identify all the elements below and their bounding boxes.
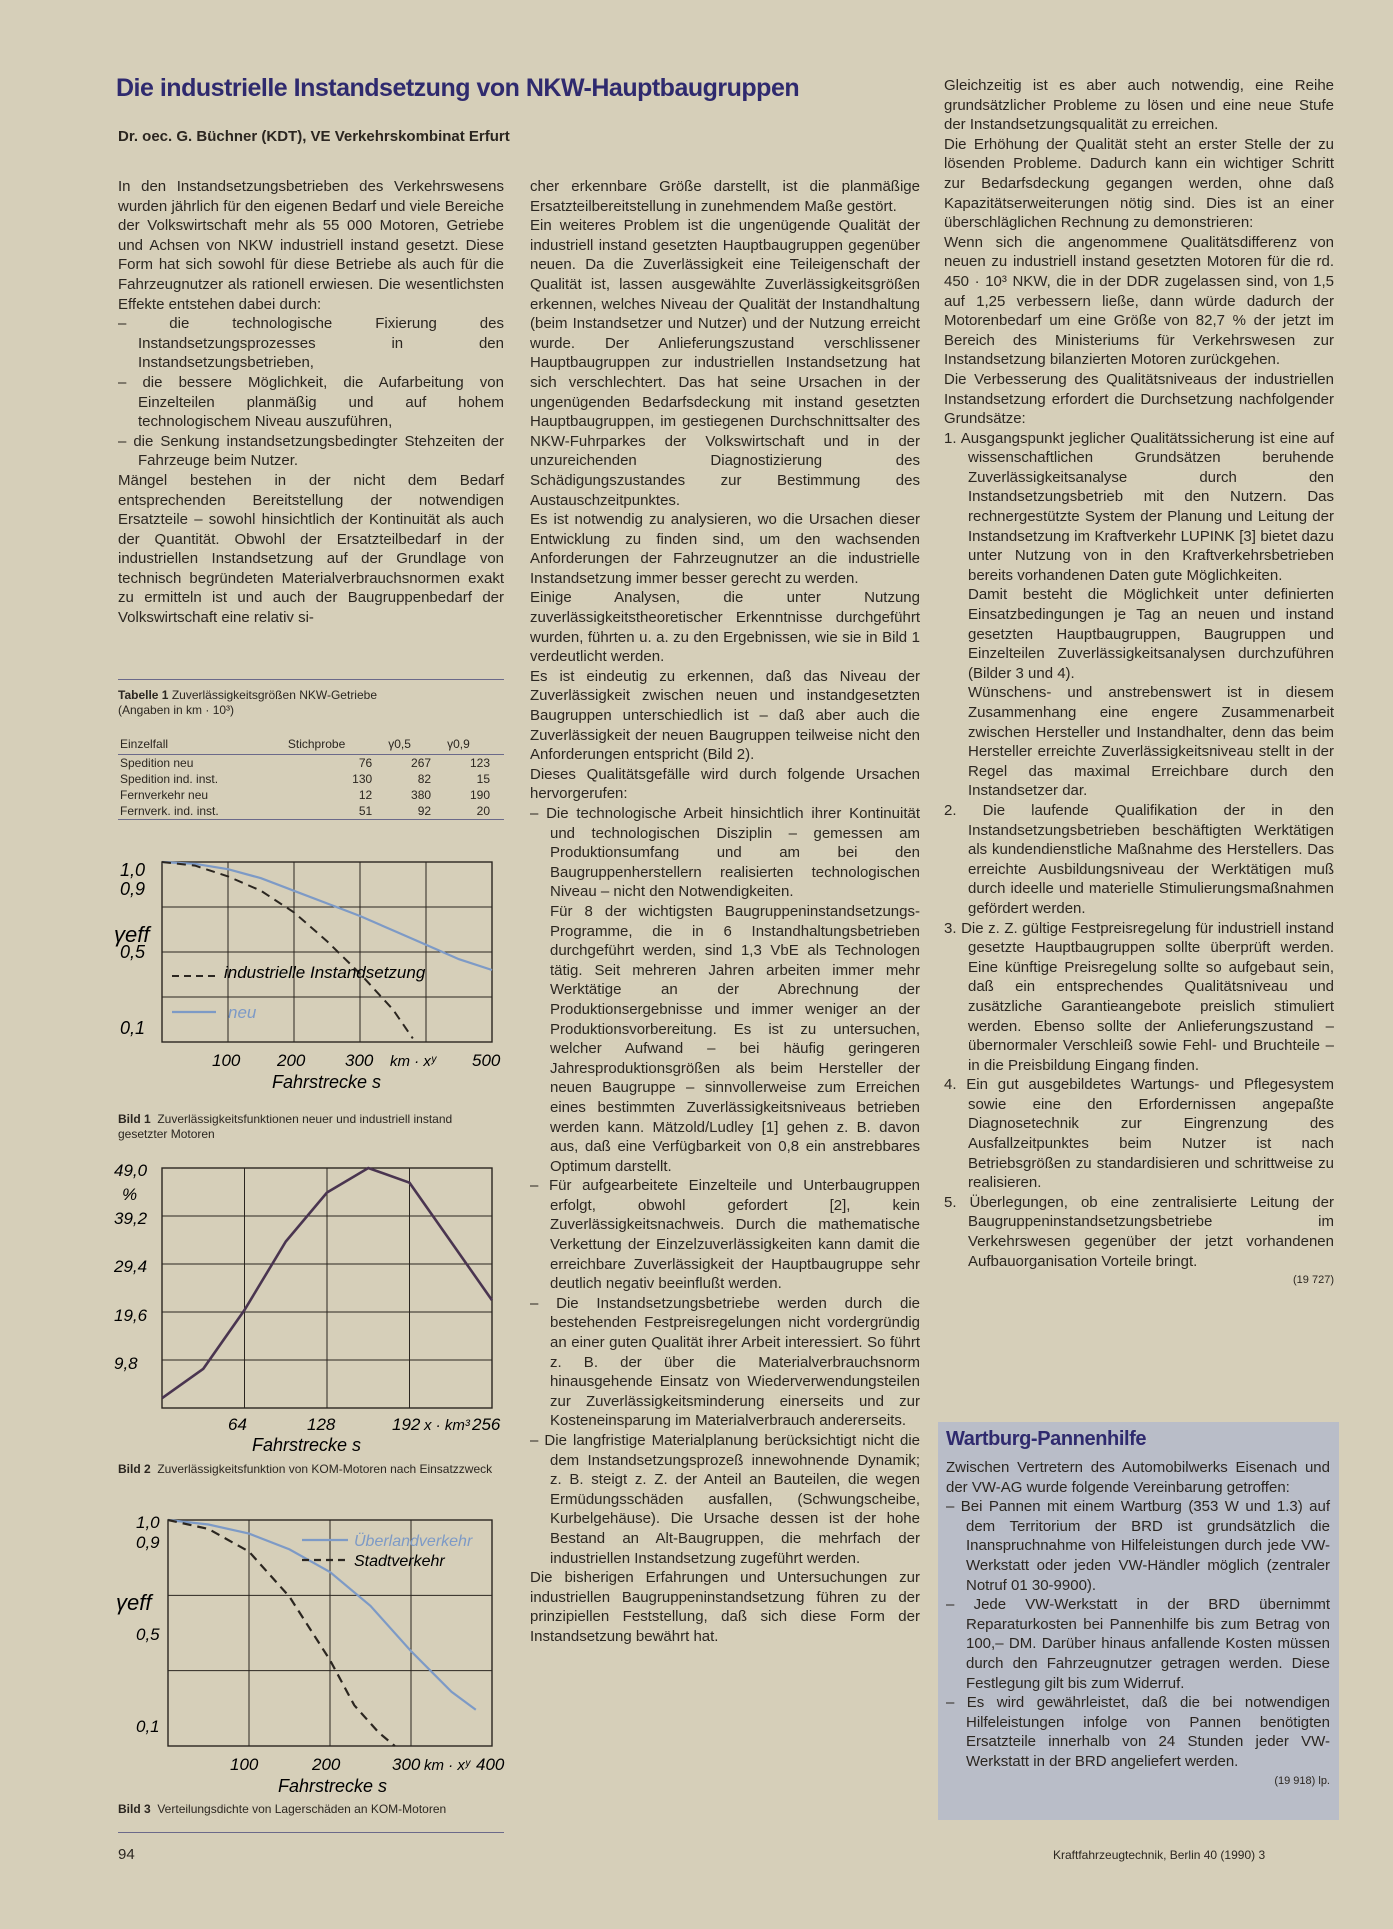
table-caption: Tabelle 1 Zuverlässigkeitsgrößen NKW-Getriebe (Angaben in km · 10³) <box>118 688 377 717</box>
x-tick-label: 300 <box>345 1051 374 1070</box>
legend-label-stadt: Stadtverkehr <box>354 1553 445 1570</box>
table-row: Fernverkehr neu 12 380 190 <box>120 788 490 802</box>
legend-label-ind: industrielle Instandsetzung <box>224 963 426 982</box>
column-3 <box>944 76 1334 1291</box>
sidebar-box-wartburg <box>938 1422 1339 1820</box>
y-tick-label: 19,6 <box>114 1306 148 1325</box>
x-unit-label: x · km³ <box>424 1417 470 1434</box>
series-line-neu <box>162 862 492 970</box>
paragraph: Die Erhöhung der Qualität steht an erster Stelle der zu lösenden Probleme. Dadurch kann ein wichtiger Schritt zur Bedarfsdeckung gegangen werden, ohne daß Kapazitätserweiterungen nötig sind. Dies ist an einer überschläglichen Rechnung zu demonstrieren: <box>944 135 1334 232</box>
journal-reference: Kraftfahrzeugtechnik, Berlin 40 (1990) 3 <box>1053 1848 1266 1862</box>
paragraph: Gleichzeitig ist es aber auch notwendig, eine Reihe grundsätzlicher Probleme zu lösen und eine neue Stufe der Instandsetzungsqualität zu erreichen. <box>944 77 1334 134</box>
legend-label-neu: neu <box>228 1003 257 1022</box>
article-title: Die industrielle Instandsetzung von NKW-Hauptbaugruppen <box>116 74 800 102</box>
paragraph: Einige Analysen, die unter Nutzung zuverlässigkeitstheoretischer Erkenntnisse durchgeführt wurden, führten u. a. zu den Ergebnissen, wie sie in Bild 1 verdeutlicht werden. <box>530 589 920 666</box>
table-row: Fernverk. ind. inst. 51 92 20 <box>118 803 504 820</box>
list-item: – die bessere Möglichkeit, die Aufarbeitung von Einzelteilen planmäßig und auf hohem technologischem Niveau auszuführen, <box>118 373 504 431</box>
list-item: – Die langfristige Materialplanung berücksichtigt nicht die dem Instandsetzungsprozeß innewohnende Dynamik; z. B. steigt z. Z. der Anteil an Bauteilen, die wegen Ermüdungsschäden ausfallen, (Schwungscheibe, Kurbelgehäuse). Die Ursache dessen ist der hohe Bestand an Alt-Baugruppen, die mehrfach der industriellen Instandsetzung zugeführt werden. <box>530 1432 920 1567</box>
y-tick-label: 0,5 <box>120 942 146 962</box>
paragraph: Damit besteht die Möglichkeit unter definierten Einsatzbedingungen je Tag an neuen und instand gesetzten Hauptbaugruppen, Baugruppen und Einzelteilen Zuverlässigkeitsanalysen durchzuführen (Bilder 3 und 4). <box>968 586 1334 682</box>
article-author: Dr. oec. G. Büchner (KDT), VE Verkehrskombinat Erfurt <box>118 128 510 145</box>
x-unit-label: km · xʸ <box>390 1053 437 1070</box>
paragraph: Die Verbesserung des Qualitätsniveaus der industriellen Instandsetzung erfordert die Durchsetzung nachfolgender Grundsätze: <box>944 370 1334 428</box>
table-header: γ0,5 <box>386 734 445 755</box>
x-tick-label: 128 <box>307 1415 336 1434</box>
list-item: – Es wird gewährleistet, daß die bei notwendigen Hilfeleistungen infolge von Pannen benötigten Ersatzteile innerhalb von 24 Stunden jeder VW-Werkstatt in der BRD angeliefert werden. <box>946 1694 1330 1770</box>
paragraph: Mängel bestehen in der nicht dem Bedarf entsprechenden Bereitstellung der notwendigen Ersatzteile – sowohl hinsichtlich der Kontinuität als auch der Quantität. Obwohl der Ersatzteilbedarf in der industriellen Instandsetzung auf der Grundlage von technisch begründeten Materialverbrauchsnormen exakt zu ermitteln ist und auch der Baugruppenbedarf der Volkswirtschaft eine relativ si- <box>118 471 504 627</box>
x-tick-label: 256 <box>472 1415 501 1434</box>
x-tick-label: 400 <box>476 1755 505 1774</box>
numbered-item: 4. Ein gut ausgebildetes Wartungs- und Pflegesystem sowie eine den Erfordernissen angepaßte Diagnosetechnik zur Eingrenzung des Ausfallzeitpunktes beim Nutzer ist nach Betriebsgrößen zu standardisieren und schrittweise zu realisieren. <box>944 1076 1334 1192</box>
y-axis-label: γeff <box>116 1590 152 1615</box>
column-2 <box>530 177 920 1647</box>
table-header: Einzelfall <box>118 734 286 755</box>
figure-3-caption: Bild 3 Verteilungsdichte von Lagerschäden an KOM-Motoren <box>118 1802 447 1816</box>
y-unit-label: % <box>122 1185 138 1204</box>
paragraph: Es ist notwendig zu analysieren, wo die Ursachen dieser Entwicklung zu finden sind, um den wachsenden Anforderungen der Fahrzeugnutzer an die industrielle Instandsetzung immer besser gerecht zu werden. <box>530 511 920 587</box>
list-item: – Die Instandsetzungsbetriebe werden durch die bestehenden Festpreisregelungen nicht vordergründig an einer guten Qualität ihrer Arbeit interessiert. So führt z. B. der über die Materialverbrauchsnorm hinausgehende Einsatz von Wiederverwendungsteilen zur Zuverlässigkeitsminderung einerseits und zur Kosteneinsparung im Materialverbrauch andererseits. <box>530 1294 920 1430</box>
figure-2-caption: Bild 2 Zuverlässigkeitsfunktion von KOM-Motoren nach Einsatzzweck <box>118 1462 493 1476</box>
y-tick-label: 29,4 <box>114 1257 148 1276</box>
divider <box>118 1832 504 1833</box>
paragraph: Es ist eindeutig zu erkennen, daß das Niveau der Zuverlässigkeit zwischen neuen und instandgesetzten Baugruppen unterschiedlich ist – daß aber auch die Zuverlässigkeit der neuen Baugruppen teilweise nicht den Anforderungen entspricht (Bild 2). <box>530 667 920 764</box>
box-body <box>946 1458 1330 1791</box>
list-item: – die technologische Fixierung des Instandsetzungsprozesses in den Instandsetzungsbetrieben, <box>118 315 504 372</box>
column-1 <box>118 177 504 628</box>
numbered-item: 5. Überlegungen, ob eine zentralisierte Leitung der Baugruppeninstandsetzungsbetriebe im Verkehrswesen gegenüber der jetzt vorhandenen Aufbauorganisation Vorteile bringt. <box>944 1193 1334 1270</box>
x-tick-label: 100 <box>230 1755 259 1774</box>
figure-1-chart <box>112 852 512 1102</box>
y-tick-label: 0,1 <box>120 1018 146 1038</box>
table-header: Stichprobe <box>286 734 386 755</box>
x-axis-label: Fahrstrecke s <box>278 1776 388 1796</box>
page-number: 94 <box>118 1846 135 1863</box>
paragraph: Zwischen Vertretern des Automobilwerks Eisenach und der VW-AG wurde folgende Vereinbarung getroffen: <box>946 1459 1330 1496</box>
figure-1-caption: Bild 1 Zuverlässigkeitsfunktionen neuer und industriell instand gesetzter Motoren <box>118 1112 453 1141</box>
box-title: Wartburg-Pannenhilfe <box>946 1428 1147 1450</box>
paragraph: cher erkennbare Größe darstellt, ist die planmäßige Ersatzteilbereitstellung in zunehmendem Maße gestört. <box>530 178 920 215</box>
paragraph: Ein weiteres Problem ist die ungenügende Qualität der industriell instand gesetzten Hauptbaugruppen gegenüber neuen. Da die Zuverlässigkeit eine Teileigenschaft der Qualität ist, lassen ausgewählte Zuverlässigkeitsgrößen erkennen, welches Niveau der Qualität der Instandhaltung (beim Instandsetzer und Nutzer) und der Nutzung erreicht wurde. Der Anlieferungszustand verschlissener Hauptbaugruppen zur industriellen Instandsetzung hat sich verschlechtert. Das hat seine Ursachen in der ungenügenden Bedarfsdeckung mit instand gesetzten Hauptbaugruppen, im gestiegenen Durchschnittsalter des NKW-Fuhrparkes der Volkswirtschaft und in der unzureichenden Diagnostizierung des Schädigungszustandes zur Bestimmung des Austauschzeitpunktes. <box>530 217 920 509</box>
x-tick-label: 200 <box>277 1051 306 1070</box>
numbered-item: 1. Ausgangspunkt jeglicher Qualitätssicherung ist eine auf wissenschaftlichen Grundsätzen beruhende Zuverlässigkeitsanalyse durch den Instandsetzungsbetrieb mit den Nutzern. Das rechnergestützte System der Planung und Leitung der Instandsetzung im Kraftverkehr LUPINK [3] bietet dazu unter Nutzung von in den Kraftverkehrsbetrieben bereits vorhandenen Daten gute Möglichkeiten. <box>944 429 1334 584</box>
y-tick-label: 39,2 <box>114 1209 148 1228</box>
list-item: – Die technologische Arbeit hinsichtlich ihrer Kontinuität und technologischen Disziplin – gemessen am Produktionsumfang und am bei den Baugruppenherstellern realisierten technologischen Niveau – nicht den Notwendigkeiten. <box>530 805 921 901</box>
x-axis-label: Fahrstrecke s <box>272 1072 382 1092</box>
y-tick-label: 1,0 <box>120 860 146 880</box>
list-item: – Jede VW-Werkstatt in der BRD übernimmt Reparaturkosten bei Pannenhilfe bis zum Betrag von 100,– DM. Darüber hinaus anfallende Kosten müssen durch den Fahrzeugnutzer getragen werden. Diese Festlegung gilt bis zum Widerruf. <box>946 1596 1330 1692</box>
table-header: γ0,9 <box>445 734 504 755</box>
x-axis-label: Fahrstrecke s <box>252 1435 362 1455</box>
x-unit-label: km · xʸ <box>424 1757 471 1774</box>
divider <box>118 679 504 680</box>
figure-3-chart <box>112 1510 512 1800</box>
x-tick-label: 300 <box>392 1755 421 1774</box>
list-item: – Bei Pannen mit einem Wartburg (353 W und 1.3) auf dem Territorium der BRD ist grundsätzlich die Inanspruchnahme von Hilfeleistungen durch jede VW-Werkstatt oder jeden VW-Händler möglich (zentraler Notruf 01 30-9900). <box>946 1498 1330 1594</box>
figure-2-chart <box>112 1158 512 1456</box>
paragraph: Dieses Qualitätsgefälle wird durch folgende Ursachen hervorgerufen: <box>530 765 920 803</box>
paragraph: Die bisherigen Erfahrungen und Untersuchungen zur industriellen Baugruppeninstandsetzung führen zu der prinzipiellen Feststellung, daß sich diese Form der Instandsetzung bewährt hat. <box>530 1569 920 1645</box>
bullet-list <box>118 314 504 471</box>
reference-number: (19 918) lp. <box>1274 1774 1330 1787</box>
y-tick-label: 9,8 <box>114 1354 138 1373</box>
y-tick-label: 0,9 <box>136 1533 160 1552</box>
table-row: Spedition ind. inst. 130 82 15 <box>120 772 490 786</box>
reference-number: (19 727) <box>1293 1274 1334 1287</box>
x-tick-label: 64 <box>228 1415 247 1434</box>
x-tick-label: 500 <box>472 1051 501 1070</box>
paragraph: Für 8 der wichtigsten Baugruppeninstandsetzungs-Programme, die in 6 Instandhaltungsbetrieben durchgeführt werden, sind 1,3 VbE als Technologen tätig. Seit mehreren Jahren arbeiten immer mehr Werktätige an der Abrechnung der Produktionsergebnisse und immer weniger an der Produktionsvorbereitung. Es ist zu untersuchen, welcher Aufwand – bei häufig geringeren Jahresproduktionsgrößen als beim Hersteller der neuen Baugruppe – sinnvollerweise zum Erreichen eines bestimmten Zuverlässigkeitsniveaus betrieben werden kann. Mätzold/Ludley [1] gehen z. B. davon aus, daß eine Verfügbarkeit von 0,8 ein anstrebbares Optimum darstellt. <box>550 902 920 1175</box>
paragraph: Wünschens- und anstrebenswert ist in diesem Zusammenhang eine engere Zusammenarbeit zwischen Hersteller und Instandhalter, denn das beim Hersteller erreichte Zuverlässigkeitsniveau stellt in der Regel das maximal Erreichbare durch den Instandsetzer dar. <box>968 684 1334 800</box>
x-tick-label: 192 <box>392 1415 421 1434</box>
table-row: Spedition neu 76 267 123 <box>120 756 490 770</box>
x-tick-label: 200 <box>312 1755 341 1774</box>
x-tick-label: 100 <box>212 1051 241 1070</box>
legend-label-ueber: Überlandverkehr <box>354 1533 473 1550</box>
y-tick-label: 49,0 <box>114 1161 148 1180</box>
y-tick-label: 0,1 <box>136 1717 160 1736</box>
chart-grid <box>162 1168 492 1408</box>
y-tick-label: 1,0 <box>136 1513 160 1532</box>
paragraph: Wenn sich die angenommene Qualitätsdifferenz von neuen zu industriell instand gesetzten Motoren für die rd. 450 · 10³ NKW, die in der DDR zugelassen sind, von 1,5 auf 1,25 verbessern ließe, dann würde dadurch der Motorenbedarf um eine Größe von 82,7 % der jetzt im Bereich des Ministeriums für Verkehrswesen zur Instandsetzung bilanzierten Motoren zurückgehen. <box>944 233 1334 369</box>
list-item: – Für aufgearbeitete Einzelteile und Unterbaugruppen erfolgt, obwohl gefordert [2], kein Zuverlässigkeitsnachweis. Durch die mathematische Verkettung der Einzelzuverlässigkeiten kann damit die erreichbare Zuverlässigkeit der Hauptbaugruppe sehr deutlich negativ beeinflußt werden. <box>530 1177 921 1293</box>
y-tick-label: 0,9 <box>120 879 146 899</box>
reliability-table <box>118 734 504 820</box>
y-axis-label: γeff <box>114 922 150 947</box>
list-item: – die Senkung instandsetzungsbedingter Stehzeiten der Fahrzeuge beim Nutzer. <box>118 432 504 470</box>
y-tick-label: 0,5 <box>136 1625 160 1644</box>
numbered-item: 2. Die laufende Qualifikation der in den Instandsetzungsbetrieben beschäftigten Werktätigen als kundendienstliche Maßnahme des Herstellers. Das erreichte Ausbildungsniveau der Werktätigen muß durch ideelle und materielle Stimulierungsmaßnahmen gefördert werden. <box>944 801 1334 917</box>
numbered-item: 3. Die z. Z. gültige Festpreisregelung für industriell instand gesetzte Hauptbaugruppen sollte überprüft werden. Eine künftige Preisregelung sollte so aufgebaut sein, daß ein entsprechendes Qualitätsniveau und zusätzliche Garantieangebote preislich stimuliert werden. Ebenso sollte der Anlieferungszustand – übernormaler Verschleiß sowie Fehl- und Bruchteile – in die Preisbildung Eingang finden. <box>944 919 1334 1074</box>
paragraph: In den Instandsetzungsbetrieben des Verkehrswesens wurden jährlich für den eigenen Bedarf und viele Bereiche der Volkswirtschaft mehr als 55 000 Motoren, Getriebe und Achsen von NKW industriell instand gesetzt. Diese Form hat sich sowohl für diese Betriebe als auch für die Fahrzeugnutzer als rationell erwiesen. Die wesentlichsten Effekte entstehen dabei durch: <box>118 178 504 313</box>
